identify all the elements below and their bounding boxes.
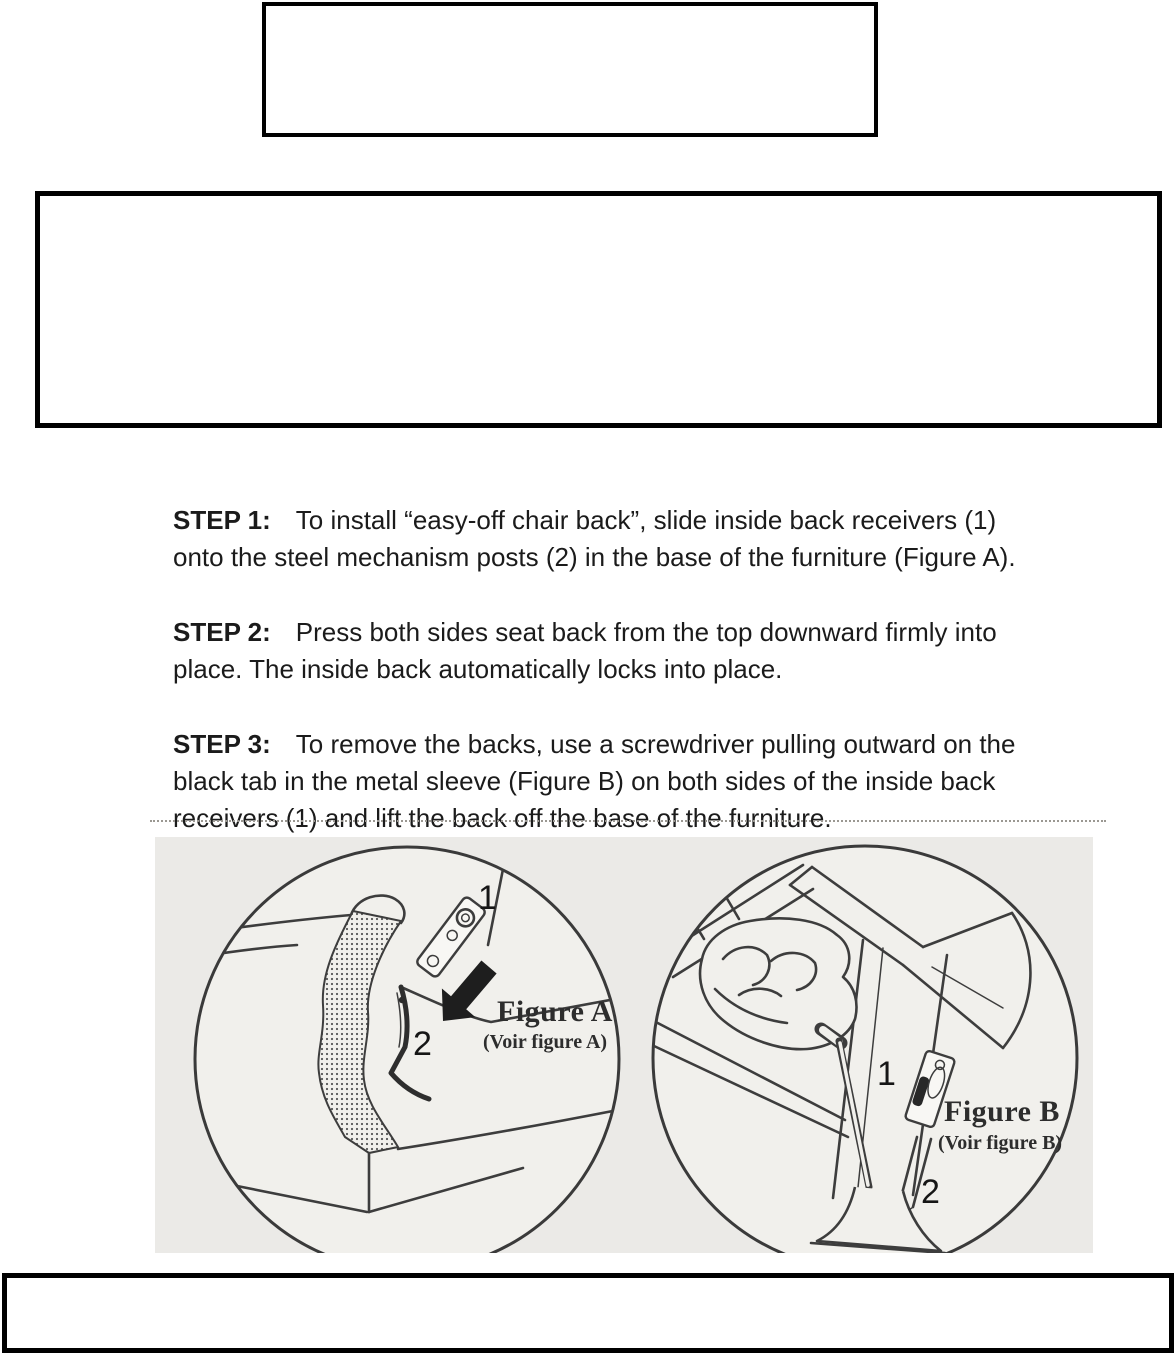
step-2 [173,614,1016,688]
step-2-line-1 [173,614,1016,651]
assembly-steps [173,502,1016,837]
step-3-line-1 [173,726,1016,763]
figure-a-title: Figure A [497,995,613,1028]
step-1 [173,502,1016,576]
step-2-line-2: place. The inside back automatically locks into place. [173,654,783,684]
figure-b-callout-2: 2 [921,1173,940,1211]
step-3-label: STEP 3: [173,729,271,759]
header-placeholder-box [262,2,878,137]
figure-b-title: Figure B [944,1095,1060,1128]
scan-artifact-line [150,820,1106,822]
step-1-line-1 [173,502,1016,539]
step-1-label: STEP 1: [173,505,271,535]
step-2-text: Press both sides seat back from the top downward firmly into [295,617,997,647]
figure-b-drawing [650,846,1077,1253]
figure-a-callout-1: 1 [478,879,497,917]
footer-placeholder-box [2,1273,1174,1353]
figure-illustrations [155,837,1093,1253]
step-1-line-2: onto the steel mechanism posts (2) in the base of the furniture (Figure A). [173,542,1016,572]
step-3-line-3: receivers (1) and lift the back off the base of the furniture. [173,803,832,833]
step-3-text: To remove the backs, use a screwdriver pulling outward on the [295,729,1016,759]
figure-b-subtitle: (Voir figure B) [938,1132,1063,1154]
figure-a-b-line-art [155,837,1093,1253]
step-2-label: STEP 2: [173,617,271,647]
figure-a-callout-2: 2 [413,1025,432,1063]
step-1-text: To install “easy-off chair back”, slide inside back receivers (1) [295,505,997,535]
step-3-line-2: black tab in the metal sleeve (Figure B) on both sides of the inside back [173,766,996,796]
figure-a-subtitle: (Voir figure A) [483,1031,608,1053]
notice-placeholder-box [35,191,1162,428]
figure-b-callout-1: 1 [877,1055,896,1093]
